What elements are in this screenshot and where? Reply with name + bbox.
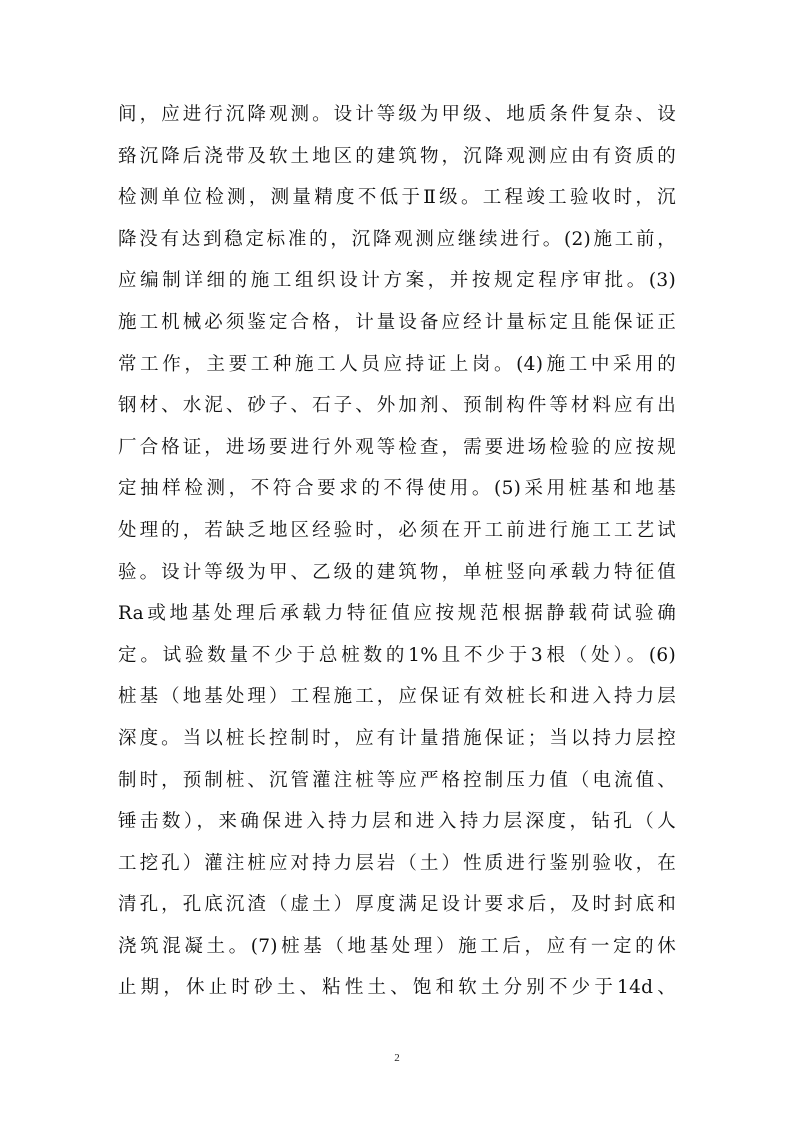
text-line: 清孔，孔底沉渣（虚土）厚度满足设计要求后，及时封底和	[118, 894, 676, 916]
text-line: 验。设计等级为甲、乙级的建筑物，单桩竖向承载力特征值	[118, 561, 676, 583]
text-line: 深度。当以桩长控制时，应有计量措施保证；当以持力层控	[118, 727, 676, 749]
text-line: 浇筑混凝土。(7)桩基（地基处理）施工后，应有一定的休	[118, 935, 676, 957]
page-number: 2	[394, 1052, 400, 1064]
text-line: 应编制详细的施工组织设计方案，并按规定程序审批。(3)	[118, 270, 676, 292]
text-line: 厂合格证，进场要进行外观等检查，需要进场检验的应按规	[118, 436, 676, 458]
text-line: 常工作，主要工种施工人员应持证上岗。(4)施工中采用的	[118, 353, 676, 375]
text-line: 施工机械必须鉴定合格，计量设备应经计量标定且能保证正	[118, 311, 676, 333]
text-line: 臵沉降后浇带及软土地区的建筑物，沉降观测应由有资质的	[118, 145, 676, 167]
text-line: 桩基（地基处理）工程施工，应保证有效桩长和进入持力层	[118, 686, 676, 708]
body-text	[118, 94, 676, 1009]
text-line: 定。试验数量不少于总桩数的1%且不少于3根（处）。(6)	[118, 644, 676, 666]
text-line: 间，应进行沉降观测。设计等级为甲级、地质条件复杂、设	[118, 104, 676, 125]
text-line: 降没有达到稳定标准的，沉降观测应继续进行。(2)施工前，	[118, 228, 676, 250]
text-line: 制时，预制桩、沉管灌注桩等应严格控制压力值（电流值、	[118, 769, 676, 791]
text-line: 处理的，若缺乏地区经验时，必须在开工前进行施工工艺试	[118, 519, 676, 541]
text-line: 检测单位检测，测量精度不低于Ⅱ级。工程竣工验收时，沉	[118, 187, 676, 209]
text-line: 锤击数），来确保进入持力层和进入持力层深度，钻孔（人	[118, 811, 676, 833]
text-line: Ra或地基处理后承载力特征值应按规范根据静载荷试验确	[118, 603, 676, 625]
text-line: 工挖孔）灌注桩应对持力层岩（土）性质进行鉴别验收，在	[118, 852, 676, 874]
text-line: 定抽样检测，不符合要求的不得使用。(5)采用桩基和地基	[118, 478, 676, 500]
text-line: 钢材、水泥、砂子、石子、外加剂、预制构件等材料应有出	[118, 395, 676, 417]
text-line: 止期，休止时砂土、粘性土、饱和软土分别不少于14d、	[118, 977, 676, 999]
